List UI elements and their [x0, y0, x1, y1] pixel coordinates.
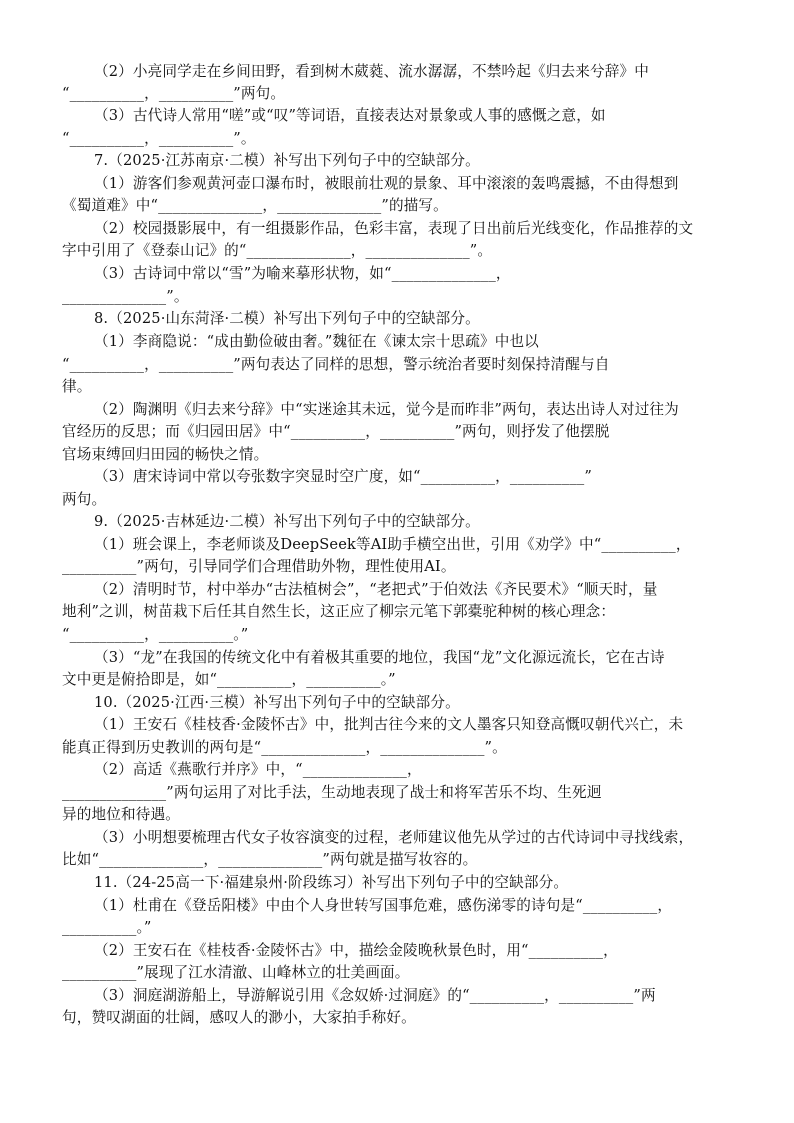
q9-1-line2: __________”两句，引导同学们合理借助外物，理性使用AI。: [62, 558, 456, 575]
q8-2-line3: 官场束缚回归田园的畅快之情。: [62, 446, 269, 463]
q8-2-line1: （2）陶渊明《归去来兮辞》中“实迷途其未远，觉今是而昨非”两句，表达出诗人对过往为: [94, 401, 679, 418]
q11-1-line1: （1）杜甫在《登岳阳楼》中由个人身世转写国事危难，感伤涕零的诗句是“__________，: [94, 897, 673, 914]
q9-3-line2: 文中更是俯拾即是，如“__________，__________。”: [62, 671, 396, 688]
q10-2-line2: ______________”两句运用了对比手法，生动地表现了战士和将军苦乐不均、生死迥: [62, 784, 602, 801]
q9-2-line1: （2）清明时节，村中举办“古法植树会”，“老把式”于伯效法《齐民要术》“顺天时，量: [94, 581, 658, 598]
q7-2-line2: 字中引用了《登泰山记》的“______________，______________”。: [62, 242, 493, 259]
q10-1-line1: （1）王安石《桂枝香·金陵怀古》中，批判古往今来的文人墨客只知登高慨叹朝代兴亡，未: [94, 716, 684, 733]
q11-2-line1: （2）王安石在《桂枝香·金陵怀古》中，描绘金陵晚秋景色时，用“__________，: [94, 942, 618, 959]
q10-2-line1: （2）高适《燕歌行并序》中，“______________，: [94, 761, 422, 778]
q9-3-line1: （3）“龙”在我国的传统文化中有着极其重要的地位，我国“龙”文化源远流长，它在古诗: [94, 649, 665, 666]
q11-1-line2: __________。”: [62, 919, 152, 936]
q11-heading: 11.（24-25高一下·福建泉州·阶段练习）补写出下列句子中的空缺部分。: [94, 874, 569, 891]
q6-2-line2: “__________，__________”两句。: [62, 85, 286, 102]
q8-heading: 8.（2025·山东菏泽·二模）补写出下列句子中的空缺部分。: [94, 310, 480, 327]
q11-3-line1: （3）洞庭湖游船上，导游解说引用《念奴娇·过洞庭》的“__________，__________”两: [94, 987, 656, 1004]
q8-3-line2: 两句。: [62, 491, 107, 508]
q8-3-line1: （3）唐宋诗词中常以夸张数字突显时空广度，如“__________，__________”: [94, 468, 592, 485]
q8-1-line1: （1）李商隐说：“成由勤俭破由奢。”魏征在《谏太宗十思疏》中也以: [94, 333, 539, 350]
q7-heading: 7.（2025·江苏南京·二模）补写出下列句子中的空缺部分。: [94, 152, 480, 169]
q7-3-line2: ______________”。: [62, 288, 189, 305]
q8-1-line2: “__________，__________”两句表达了同样的思想，警示统治者要时刻保持清醒与自: [62, 356, 610, 373]
q9-1-line1: （1）班会课上，李老师谈及DeepSeek等AI助手横空出世，引用《劝学》中“__________，: [94, 536, 691, 553]
q6-2-line1: （2）小亮同学走在乡间田野，看到树木葳蕤、流水潺潺，不禁吟起《归去来兮辞》中: [94, 63, 649, 80]
q6-3-line2: “__________，__________”。: [62, 130, 256, 147]
q7-3-line1: （3）古诗词中常以“雪”为喻来摹形状物，如“______________，: [94, 265, 511, 282]
q10-1-line2: 能真正得到历史教训的两句是“______________，______________”。: [62, 739, 507, 756]
q10-heading: 10.（2025·江西·三模）补写出下列句子中的空缺部分。: [94, 694, 460, 711]
q9-heading: 9.（2025·吉林延边·二模）补写出下列句子中的空缺部分。: [94, 513, 480, 530]
q7-1-line1: （1）游客们参观黄河壶口瀑布时，被眼前壮观的景象、耳中滚滚的轰鸣震撼，不由得想到: [94, 175, 679, 192]
q7-1-line2: 《蜀道难》中“______________，______________”的描写。: [62, 197, 448, 214]
q8-1-line3: 律。: [62, 378, 92, 395]
q8-2-line2: 官经历的反思；而《归园田居》中“__________，__________”两句，则抒发了他摆脱: [62, 423, 610, 440]
q10-3-line2: 比如“______________，______________”两句就是描写妆容的。: [62, 851, 478, 868]
q9-2-line2: 地利”之训，树苗栽下后任其自然生长，这正应了柳宗元笔下郭橐驼种树的核心理念：: [62, 603, 616, 620]
q9-2-line3: “__________，__________。”: [62, 626, 249, 643]
q7-2-line1: （2）校园摄影展中，有一组摄影作品，色彩丰富，表现了日出前后光线变化，作品推荐的文: [94, 220, 694, 237]
q6-3-line1: （3）古代诗人常用“嗟”或“叹”等词语，直接表达对景象或人事的感慨之意，如: [94, 107, 606, 124]
q11-2-line2: __________”展现了江水清澈、山峰林立的壮美画面。: [62, 964, 410, 981]
q11-3-line2: 句，赞叹湖面的壮阔，感叹人的渺小，大家拍手称好。: [62, 1009, 416, 1026]
q10-2-line3: 异的地位和待遇。: [62, 806, 180, 823]
q10-3-line1: （3）小明想要梳理古代女子妆容演变的过程，老师建议他先从学过的古代诗词中寻找线索，: [94, 829, 694, 846]
